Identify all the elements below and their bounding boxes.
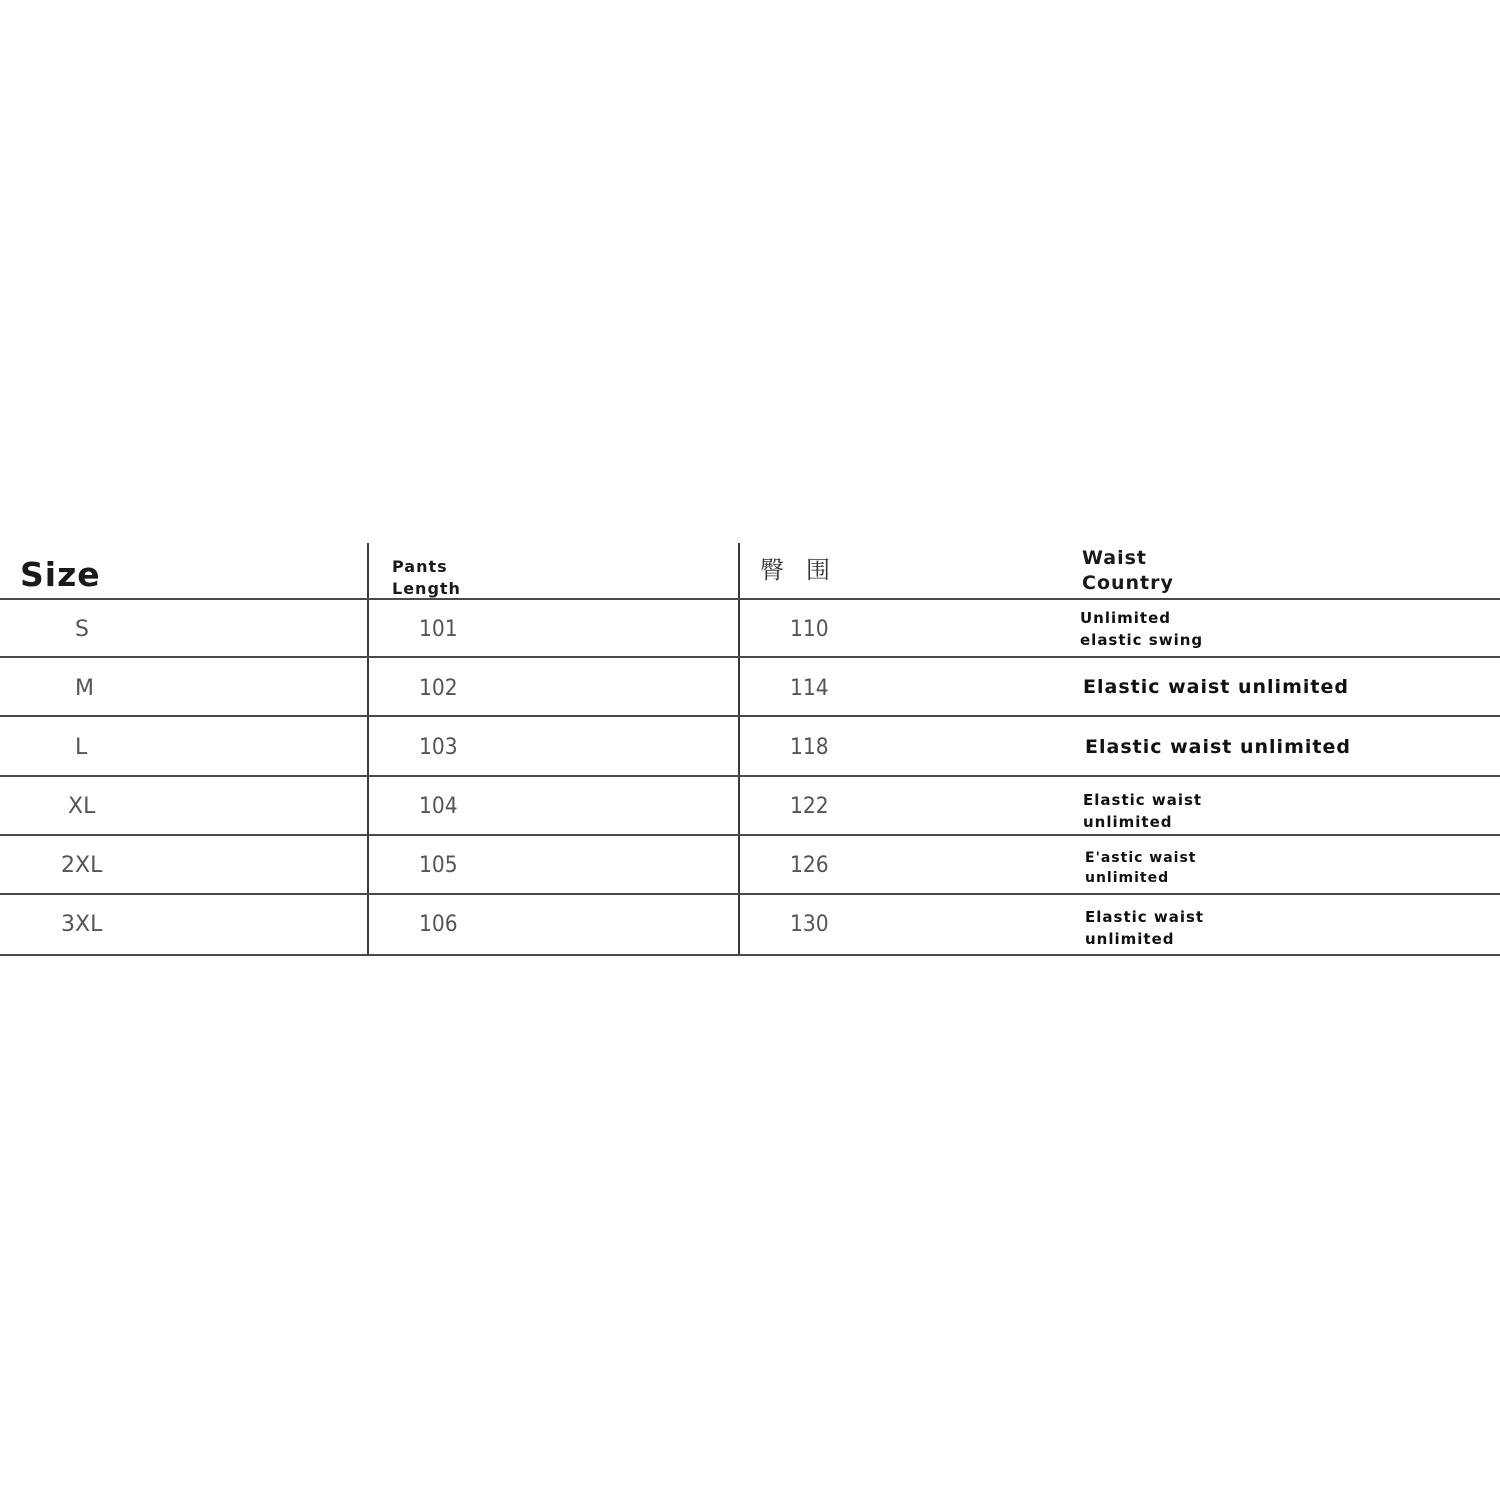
size-chart-table [0,543,1500,957]
row-2xl-hip: 126 [790,853,829,878]
row-3xl-waist-line2: unlimited [1085,930,1175,948]
row-divider [0,893,1500,895]
row-s-waist-line1: Unlimited [1080,609,1171,627]
row-3xl-hip: 130 [790,912,829,937]
header-pants-length-line1: Pants [392,557,448,576]
row-s-length: 101 [419,617,458,642]
row-l-waist: Elastic waist unlimited [1085,736,1351,758]
row-l-size: L [75,735,88,760]
row-3xl-length: 106 [419,912,458,937]
row-xl-waist-line1: Elastic waist [1083,791,1203,809]
row-xl-size: XL [68,794,96,819]
row-xl-hip: 122 [790,794,829,819]
row-xl-waist-line2: unlimited [1083,813,1173,831]
row-3xl-waist-line1: Elastic waist [1085,908,1205,926]
header-waist [1082,546,1174,596]
row-2xl-waist [1085,848,1197,888]
row-s-waist-line2: elastic swing [1080,631,1204,649]
header-hip: 臀围 [760,556,852,584]
header-divider [0,598,1500,600]
row-2xl-size: 2XL [61,853,103,878]
header-pants-length-line2: Length [392,579,461,598]
row-m-size: M [75,676,94,701]
row-m-hip: 114 [790,676,829,701]
row-divider [0,834,1500,836]
row-s-hip: 110 [790,617,829,642]
header-pants-length [392,556,461,600]
row-3xl-size: 3XL [61,912,103,937]
row-s-size: S [75,617,89,642]
row-xl-length: 104 [419,794,458,819]
row-2xl-length: 105 [419,853,458,878]
row-divider [0,715,1500,717]
row-l-length: 103 [419,735,458,760]
row-3xl-waist [1085,906,1204,950]
row-divider [0,656,1500,658]
row-l-hip: 118 [790,735,829,760]
row-divider [0,775,1500,777]
row-2xl-waist-line2: unlimited [1085,870,1170,886]
table-bottom-border [0,954,1500,956]
header-size: Size [20,555,101,594]
row-m-waist: Elastic waist unlimited [1083,676,1349,698]
row-2xl-waist-line1: E'astic waist [1085,850,1197,866]
header-waist-line1: Waist [1082,547,1148,569]
row-m-length: 102 [419,676,458,701]
row-xl-waist [1083,789,1202,833]
row-s-waist [1080,607,1203,651]
header-waist-line2: Country [1082,572,1174,594]
